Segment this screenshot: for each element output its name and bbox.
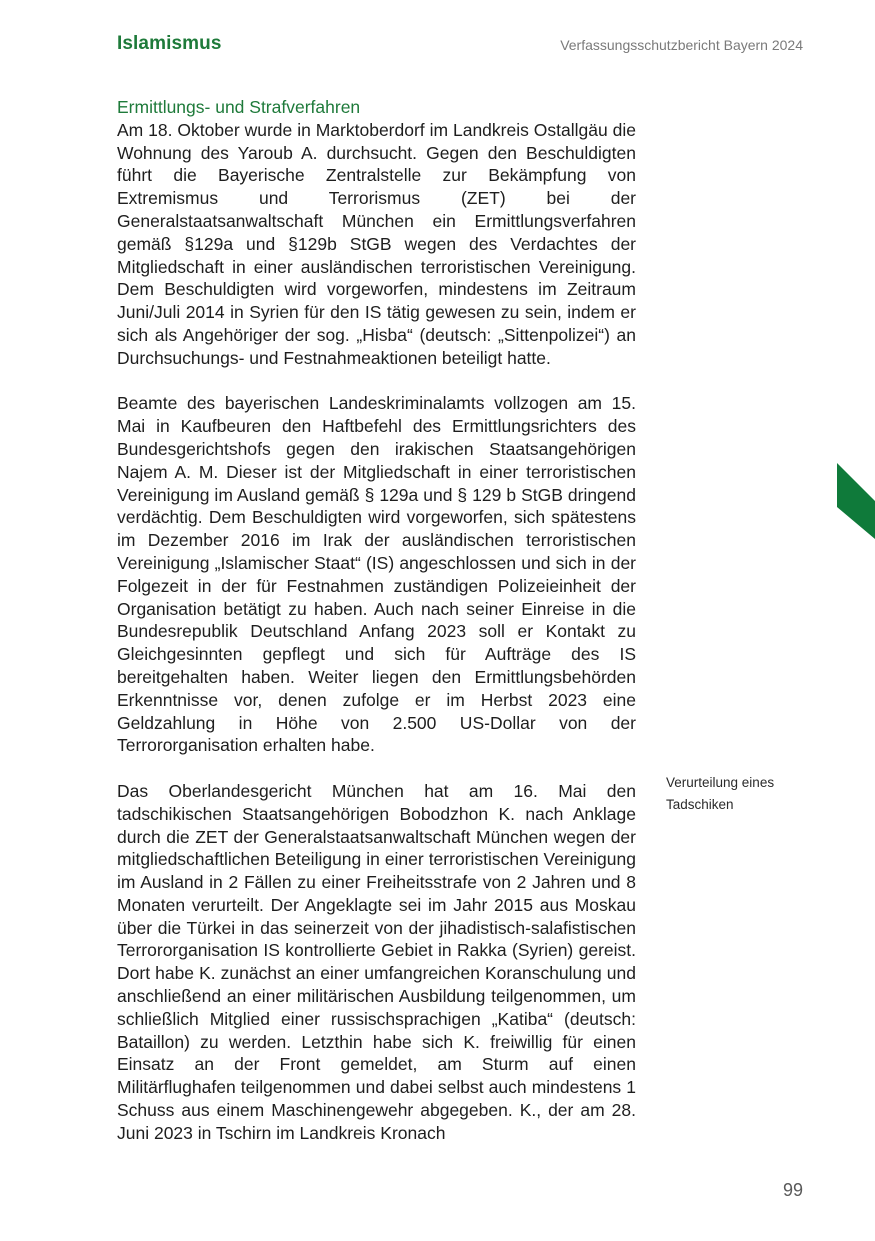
paragraph-3: Das Oberlandesgericht München hat am 16. Mai den tadschikischen Staatsangehörigen Bobodzhon K. nach Anklage durch die ZET der Generalstaatsanwaltschaft München wegen der mitgliedschaftlichen Beteiligung in einer terroristischen Vereinigung im Ausland in 2 Fällen zu einer Freiheitsstrafe von 2 Jahren und 8 Monaten verurteilt. Der Angeklagte sei im Jahr 2015 aus Moskau über die Türkei in das seinerzeit von der jihadistisch-salafistischen Terrororganisation IS kontrollierte Gebiet in Rakka (Syrien) gereist. Dort habe K. zunächst an einer umfangreichen Koranschulung und anschließend an einer militärischen Ausbildung teilgenommen, um schließlich Mitglied einer russischsprachigen „Katiba“ (deutsch: Bataillon) zu werden. Letzthin habe sich K. freiwillig für einen Einsatz an der Front gemeldet, am Sturm auf einen Militärflughafen teilgenommen und dabei selbst auch mindestens 1 Schuss aus einem Maschinengewehr abgegeben. K., der am 28. Juni 2023 in Tschirn im Landkreis Kronach bbox=[117, 780, 636, 1143]
margin-note: Verurteilung eines Tadschiken bbox=[666, 775, 775, 812]
section-heading: Ermittlungs- und Strafverfahren bbox=[117, 97, 361, 117]
page-number: 99 bbox=[782, 1180, 803, 1200]
chapter-tab-marker bbox=[837, 463, 875, 539]
section-title: Islamismus bbox=[117, 33, 222, 54]
paragraph-2: Beamte des bayerischen Landeskriminalamts vollzogen am 15. Mai in Kaufbeuren den Haftbefehl des Ermittlungsrichters des Bundesgerichtshofs gegen den irakischen Staatsangehörigen Najem A. M. Dieser ist der Mitgliedschaft in einer terroristischen Vereinigung im Ausland gemäß § 129a und § 129 b StGB dringend verdächtig. Dem Beschuldigten wird vorgeworfen, sich spätestens im Dezember 2016 im Irak der ausländischen terroristischen Vereinigung „Islamischer Staat“ (IS) angeschlossen und sich in der Folgezeit in der für Festnahmen zuständigen Polizeieinheit der Organisation betätigt zu haben. Auch nach seiner Einreise in die Bundesrepublik Deutschland Anfang 2023 soll er Kontakt zu Gleichgesinnten gepflegt und sich für Aufträge des IS bereitgehalten haben. Weiter liegen den Ermittlungsbehörden Erkenntnisse vor, denen zufolge er im Herbst 2023 eine Geldzahlung in Höhe von 2.500 US-Dollar von der Terrororganisation erhalten habe. bbox=[117, 393, 636, 756]
paragraph-1: Am 18. Oktober wurde in Marktoberdorf im Landkreis Ostallgäu die Wohnung des Yaroub A. durchsucht. Gegen den Beschuldigten führt die Bayerische Zentralstelle zur Bekämpfung von Extremismus und Terrorismus (ZET) bei der Generalstaatsanwaltschaft München ein Ermittlungsverfahren gemäß §129a und §129b StGB wegen des Verdachtes der Mitgliedschaft in einer ausländischen terroristischen Vereinigung. Dem Beschuldigten wird vorgeworfen, mindestens im Zeitraum Juni/Juli 2014 in Syrien für den IS tätig gewesen zu sein, indem er sich als Angehöriger der sog. „Hisba“ (deutsch: „Sittenpolizei“) an Durchsuchungs- und Festnahmeaktionen beteiligt hatte. bbox=[117, 119, 636, 368]
main-content bbox=[117, 96, 636, 1145]
chapter-tab-shape bbox=[837, 463, 875, 539]
report-title: Verfassungsschutzbericht Bayern 2024 bbox=[560, 37, 803, 53]
